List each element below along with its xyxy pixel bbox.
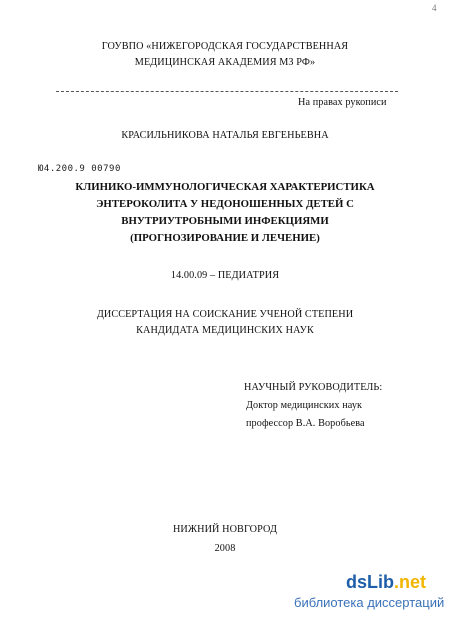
year: 2008 <box>214 543 236 554</box>
watermark-logo-main: dsLib <box>346 572 394 592</box>
corner-mark: 4 <box>432 3 437 13</box>
library-stamp: Ю4.200.9 00790 <box>38 164 121 174</box>
institution-line-2: МЕДИЦИНСКАЯ АКАДЕМИЯ МЗ РФ» <box>134 57 316 68</box>
watermark-subtitle: библиотека диссертаций <box>294 595 445 610</box>
city: НИЖНИЙ НОВГОРОД <box>172 524 278 535</box>
header-rule <box>56 91 398 92</box>
author-name: КРАСИЛЬНИКОВА НАТАЛЬЯ ЕВГЕНЬЕВНА <box>121 130 329 141</box>
title-line-2: ЭНТЕРОКОЛИТА У НЕДОНОШЕННЫХ ДЕТЕЙ С <box>96 198 354 210</box>
rights-note: На правах рукописи <box>298 97 387 108</box>
supervisor-degree: Доктор медицинских наук <box>246 400 363 411</box>
supervisor-heading: НАУЧНЫЙ РУКОВОДИТЕЛЬ: <box>244 382 383 393</box>
degree-line-1: ДИССЕРТАЦИЯ НА СОИСКАНИЕ УЧЕНОЙ СТЕПЕНИ <box>96 309 354 320</box>
supervisor-name: профессор В.А. Воробьева <box>246 418 365 429</box>
title-line-3: ВНУТРИУТРОБНЫМИ ИНФЕКЦИЯМИ <box>121 215 329 227</box>
institution-line-1: ГОУВПО «НИЖЕГОРОДСКАЯ ГОСУДАРСТВЕННАЯ <box>101 41 349 52</box>
watermark-logo-tld: .net <box>394 572 427 592</box>
title-line-1: КЛИНИКО-ИММУНОЛОГИЧЕСКАЯ ХАРАКТЕРИСТИКА <box>75 181 375 193</box>
specialty-code: 14.00.09 – ПЕДИАТРИЯ <box>170 270 280 281</box>
watermark-logo <box>346 572 426 593</box>
title-line-4: (ПРОГНОЗИРОВАНИЕ И ЛЕЧЕНИЕ) <box>130 232 320 244</box>
degree-line-2: КАНДИДАТА МЕДИЦИНСКИХ НАУК <box>136 325 314 336</box>
